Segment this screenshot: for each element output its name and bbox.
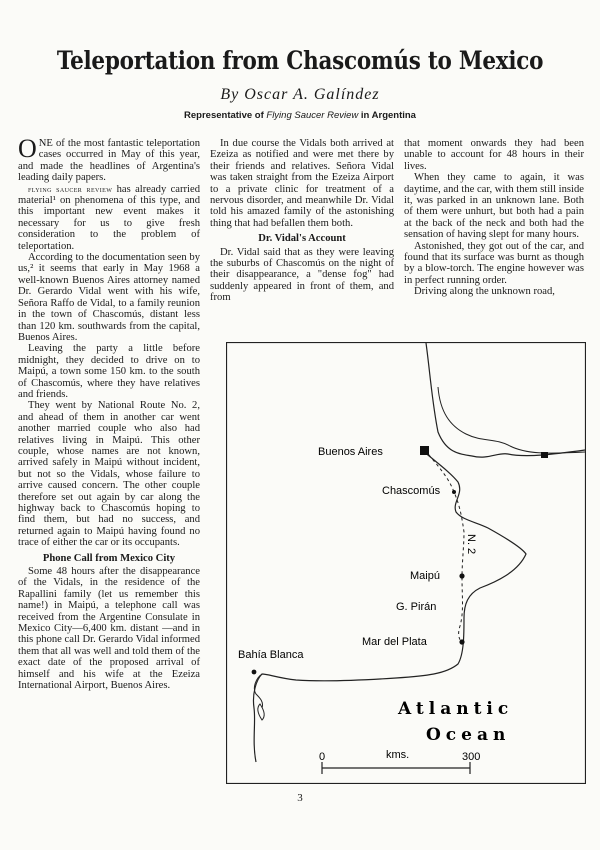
paragraph: Astonished, they got out of the car, and found that its surface was burnt as though by a blow-torch. The engine however was in perfect running order. <box>404 240 584 286</box>
bahia-blanca-marker <box>252 670 257 675</box>
paragraph <box>18 184 200 252</box>
ocean-label-ocean: Ocean <box>426 725 511 745</box>
section-heading: Phone Call from Mexico City <box>42 552 176 564</box>
paragraph-text: has already carried material¹ on phenomena of this type, and this important new event makes it necessary for us to give fresh consideration to the problem of teleportation. <box>18 183 200 252</box>
article-title: Teleportation from Chascomús to Mexico <box>56 46 544 75</box>
montevideo-marker <box>541 452 548 458</box>
page-number: 3 <box>297 792 303 804</box>
paragraph: When they came to again, it was daytime, and the car, with them still inside it, was parked in an unknown lane. Both of them were unhurt, but both had a pain at the back of the neck and both had the sensation of having slept for many hours. <box>404 172 584 241</box>
paragraph <box>18 134 200 184</box>
section-heading: Dr. Vidal's Account <box>258 233 346 245</box>
paragraph: Leaving the party a little before midnight, they decided to drive on to Maipú, a town some 150 km. to the south of Chascomús, where they have relatives and friends. <box>18 343 200 400</box>
column-1 <box>18 134 200 692</box>
label-buenos-aires: Buenos Aires <box>318 446 383 458</box>
magazine-name-smallcaps: flying saucer review <box>28 183 113 194</box>
river-plate-north-shore <box>426 343 585 457</box>
label-g-piran: G. Pirán <box>396 601 437 613</box>
chascomus-marker <box>452 490 456 494</box>
article-byline: By Oscar A. Galíndez <box>220 86 380 103</box>
affiliation-prefix: Representative of <box>184 110 267 121</box>
scale-unit: kms. <box>386 749 410 761</box>
affiliation-suffix: in Argentina <box>358 110 416 121</box>
river-plate-inner-shore <box>438 387 585 453</box>
paragraph: According to the documentation seen by us,² it seems that early in May 1968 a well-known Buenos Aires attorney named Dr. Gerardo Vidal went with his wife, Señora Raffo de Vidal, to a family reunion in the town of Chascomús, distant less than 120 km. southwards from the capital, Buenos Aires. <box>18 252 200 343</box>
maipu-marker <box>459 573 464 578</box>
column-2 <box>210 138 394 304</box>
paragraph: Dr. Vidal said that as they were leaving the suburbs of Chascomús on the night of their disappearance, a "dense fog" had suddenly appeared in front of them, and from <box>210 246 394 304</box>
route-map <box>226 342 586 784</box>
label-mar-del-plata: Mar del Plata <box>362 636 427 648</box>
scale-max: 300 <box>462 751 481 763</box>
label-maipu: Maipú <box>410 570 440 582</box>
label-route-n2: N. 2 <box>465 534 477 555</box>
drop-cap: O <box>18 134 37 163</box>
scale-min: 0 <box>319 751 326 763</box>
label-bahia-blanca: Bahía Blanca <box>238 649 304 661</box>
label-chascomus: Chascomús <box>382 485 441 497</box>
column-3 <box>404 138 584 298</box>
national-route-2 <box>425 450 464 642</box>
paragraph: Driving along the unknown road, <box>414 286 555 298</box>
coastal-island <box>258 704 264 720</box>
author-affiliation <box>0 110 600 121</box>
paragraph: They went by National Route No. 2, and ahead of them in another car went another married couple who also had relatives living in Maipú. This other couple, whose names are not known, arrived safely in Maipú without incident, but not so the Vidals, whose failure to arrive caused concern. The other couple therefore set out again by car along the highway back to Chascomús hoping to find them, but had no success, and returned again to Maipú having found no trace of either the car or its occupants. <box>18 400 200 549</box>
magazine-name: Flying Saucer Review <box>266 110 359 121</box>
paragraph: In due course the Vidals both arrived at Ezeiza as notified and were met there by their friends and relatives. Señora Vidal was taken straight from the Ezeiza Airport to a private clinic for treatment of a nervous disorder, and meanwhile Dr. Vidal told his amazed family of the astonishing thing that had befallen them both. <box>210 138 394 229</box>
mar-del-plata-marker <box>459 639 464 644</box>
paragraph-text: NE of the most fantastic teleportation cases occurred in May of this year, and made the headlines of Argentina's leading daily papers. <box>18 138 200 184</box>
paragraph: that moment onwards they had been unable to account for 48 hours in their lives. <box>404 138 584 172</box>
ocean-label-atlantic: Atlantic <box>398 699 514 719</box>
buenos-aires-marker <box>420 446 429 455</box>
paragraph: Some 48 hours after the disappearance of the Vidals, in the residence of the Rapallini family (let us remember this name!) in Maipú, a telephone call was received from the Argentine Consulate in Mexico City—6,400 km. distant —and in this phone call Dr. Gerardo Vidal informed them that all was well and told them of the exact date of the proposed arrival of himself and his wife at the Ezeiza International Airport, Buenos Aires. <box>18 566 200 692</box>
